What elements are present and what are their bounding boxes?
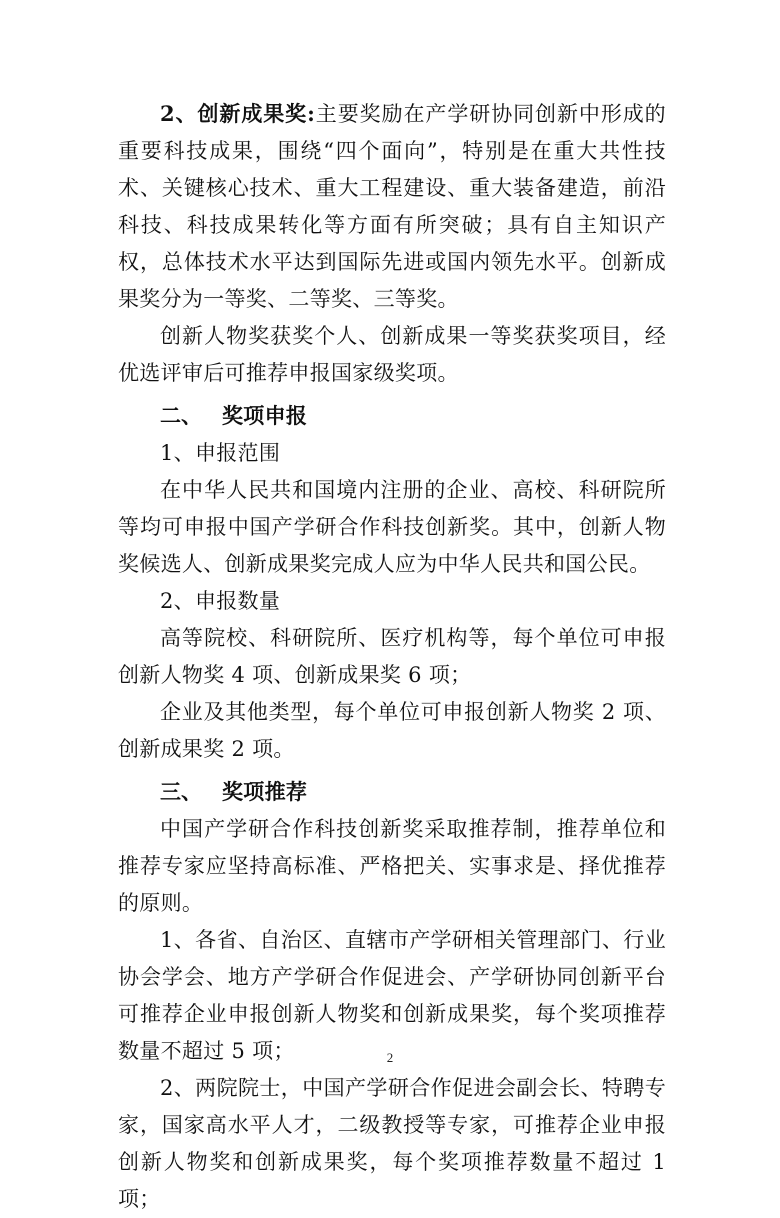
- paragraph-innovation-achievement-award: [118, 95, 666, 318]
- page-number: 2: [386, 1050, 394, 1065]
- paragraph-text: 主要奖励在产学研协同创新中形成的重要科技成果，围绕“四个面向”，特别是在重大共性技术、关键核心技术、重大工程建设、重大装备建造，前沿科技、科技成果转化等方面有所突破；具有自主知识产权，总体技术水平达到国际先进或国内领先水平。创新成果奖分为一等奖、二等奖、三等奖。: [118, 102, 666, 311]
- section-number: 三、: [160, 780, 202, 804]
- section-heading-award-application: [118, 398, 666, 435]
- subheading-application-quantity: 2、申报数量: [160, 589, 281, 613]
- section-title: 奖项申报: [222, 404, 308, 428]
- paragraph-recommendation-item-2: 2、两院院士，中国产学研合作促进会副会长、特聘专家，国家高水平人才，二级教授等专家，可推荐企业申报创新人物奖和创新成果奖，每个奖项推荐数量不超过 1 项；: [118, 1076, 666, 1211]
- section-number: 二、: [160, 404, 202, 428]
- subheading-application-scope: 1、申报范围: [160, 441, 281, 465]
- paragraph-quantity-institutions: 高等院校、科研院所、医疗机构等，每个单位可申报创新人物奖 4 项、创新成果奖 6 项；: [118, 626, 666, 687]
- paragraph-recommendation-national: 创新人物奖获奖个人、创新成果一等奖获奖项目，经优选评审后可推荐申报国家级奖项。: [118, 324, 666, 385]
- paragraph-recommendation-intro: 中国产学研合作科技创新奖采取推荐制，推荐单位和推荐专家应坚持高标准、严格把关、实事求是、择优推荐的原则。: [118, 817, 666, 915]
- paragraph-label: 2、创新成果奖:: [160, 101, 316, 126]
- paragraph-quantity-enterprises: 企业及其他类型，每个单位可申报创新人物奖 2 项、创新成果奖 2 项。: [118, 700, 666, 761]
- section-heading-award-recommendation: [118, 774, 666, 811]
- paragraph-recommendation-item-1: 1、各省、自治区、直辖市产学研相关管理部门、行业协会学会、地方产学研合作促进会、产学研协同创新平台可推荐企业申报创新人物奖和创新成果奖，每个奖项推荐数量不超过 5 项；: [118, 928, 666, 1063]
- paragraph-application-scope: 在中华人民共和国境内注册的企业、高校、科研院所等均可申报中国产学研合作科技创新奖。其中，创新人物奖候选人、创新成果奖完成人应为中华人民共和国公民。: [118, 478, 666, 576]
- section-title: 奖项推荐: [222, 780, 308, 804]
